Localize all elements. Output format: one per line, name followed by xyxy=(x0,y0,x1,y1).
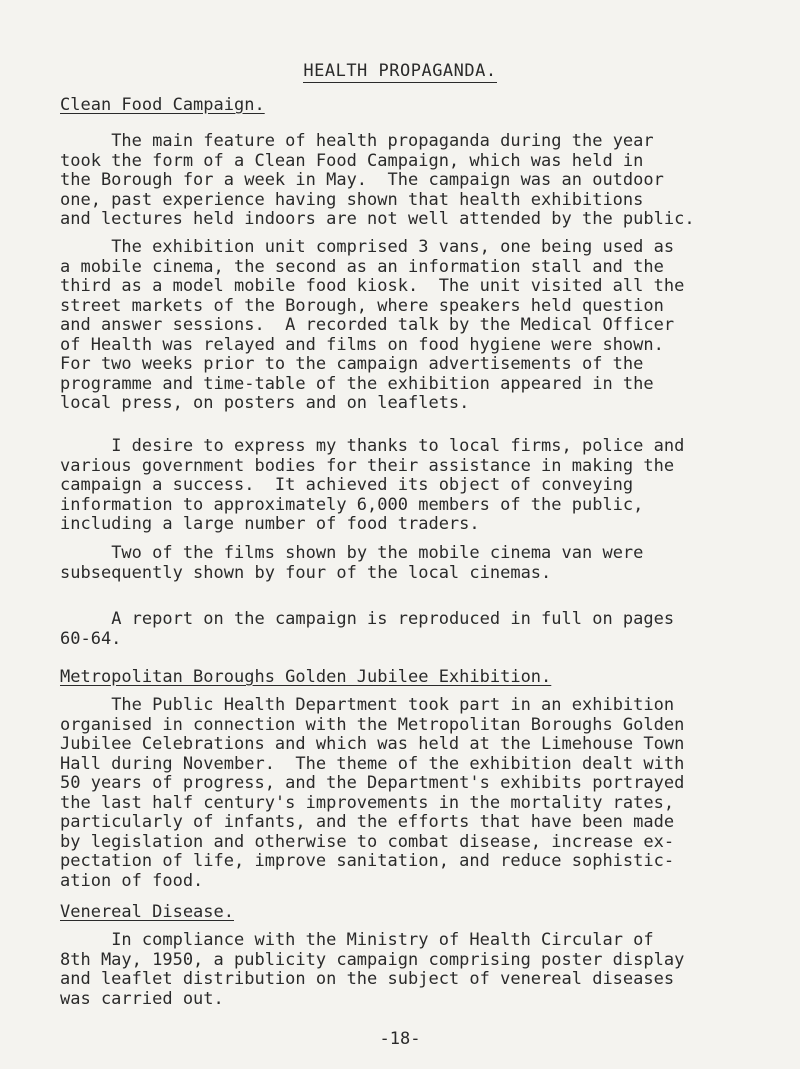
paragraph: Two of the films shown by the mobile cinema van were subsequently shown by four of the local cinemas. xyxy=(60,543,644,583)
paragraph: The main feature of health propaganda during the year took the form of a Clean Food Campaign, which was held in the Borough for a week in May. The campaign was an outdoor one, past experience having shown that health exhibitions and lectures held indoors are not well attended by the public. xyxy=(60,131,695,229)
section-heading-golden-jubilee: Metropolitan Boroughs Golden Jubilee Exhibition. xyxy=(60,667,552,687)
paragraph: The Public Health Department took part in an exhibition organised in connection with the Metropolitan Boroughs Golden Jubilee Celebrations and which was held at the Limehouse Town Hall during November. The theme of the exhibition dealt with 50 years of progress, and the Department's exhibits portrayed the last half century's improvements in the mortality rates, particularly of infants, and the efforts that have been made by legislation and otherwise to combat disease, increase ex- pectation of life, improve sanitation, and reduce sophistic- ation of food. xyxy=(60,695,685,891)
paragraph: In compliance with the Ministry of Health Circular of 8th May, 1950, a publicity campaign comprising poster display and leaflet distribution on the subject of venereal diseases was carried out. xyxy=(60,930,685,1009)
paragraph: The exhibition unit comprised 3 vans, one being used as a mobile cinema, the second as an information stall and the third as a model mobile food kiosk. The unit visited all the street markets of the Borough, where speakers held question and answer sessions. A recorded talk by the Medical Officer of Health was relayed and films on food hygiene were shown. For two weeks prior to the campaign advertisements of the programme and time-table of the exhibition appeared in the local press, on posters and on leaflets. xyxy=(60,237,685,413)
paragraph: A report on the campaign is reproduced in full on pages 60-64. xyxy=(60,609,675,649)
section-heading-clean-food: Clean Food Campaign. xyxy=(60,95,265,115)
page-number: -18- xyxy=(379,1029,421,1049)
section-heading-venereal-disease: Venereal Disease. xyxy=(60,902,234,922)
paragraph: I desire to express my thanks to local firms, police and various government bodies for their assistance in making the campaign a success. It achieved its object of conveying information to approximately 6,000 members of the public, including a large number of food traders. xyxy=(60,436,685,534)
page-title: HEALTH PROPAGANDA. xyxy=(303,61,497,81)
